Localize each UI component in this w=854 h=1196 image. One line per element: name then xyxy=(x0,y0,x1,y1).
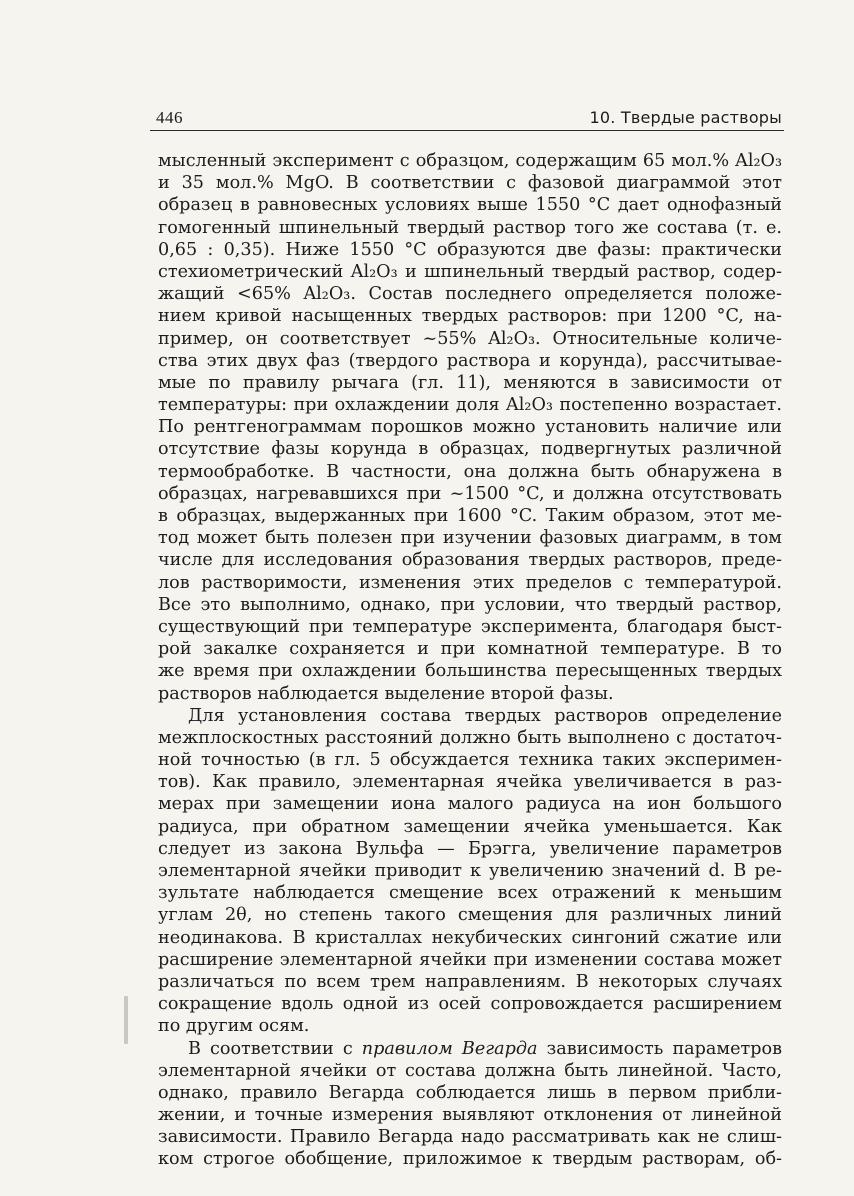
text-line: стехиометрический Al₂O₃ и шпинельный твердый раствор, содер- xyxy=(158,261,782,282)
text-line: ной точностью (в гл. 5 обсуждается техника таких эксперимен- xyxy=(158,750,782,771)
text-line: различаться по всем трем направлениям. В некоторых случаях xyxy=(158,971,782,992)
term-vegard-rule: правилом Вегарда xyxy=(361,1038,538,1059)
text-line: пример, он соответствует ~55% Al₂O₃. Относительные количе- xyxy=(158,328,782,349)
text-line: межплоскостных расстояний должно быть выполнено с достаточ- xyxy=(158,727,782,748)
text-line: Для установления состава твердых растворов определение xyxy=(188,705,782,726)
text-line: образцах, нагревавшихся при ~1500 °C, и должна отсутствовать xyxy=(158,483,782,504)
text-line: термообработке. В частности, она должна быть обнаружена в xyxy=(158,461,782,482)
text-run: В соответствии с xyxy=(188,1038,362,1059)
text-line: рой закалке сохраняется и при комнатной температуре. В то xyxy=(158,639,782,660)
text-line: растворов наблюдается выделение второй фазы. xyxy=(158,683,614,704)
text-line: расширение элементарной ячейки при изменении состава может xyxy=(158,949,782,970)
text-line: же время при охлаждении большинства пересыщенных твердых xyxy=(158,661,782,682)
paragraph-2 xyxy=(158,705,782,1038)
text-line: элементарной ячейки приводит к увеличению значений d. В ре- xyxy=(158,861,782,881)
text-line: и 35 мол.% MgO. В соответствии с фазовой диаграммой этот xyxy=(158,173,782,194)
body-text xyxy=(158,150,782,1171)
paragraph-3 xyxy=(158,1038,782,1171)
text-line: 0,65 : 0,35). Ниже 1550 °C образуются две фазы: практически xyxy=(158,239,782,260)
paragraph-1 xyxy=(158,150,782,705)
text-line: температуры: при охлаждении доля Al₂O₃ постепенно возрастает. xyxy=(158,395,782,416)
text-line: радиуса, при обратном замещении ячейка уменьшается. Как xyxy=(158,816,782,837)
text-line: образец в равновесных условиях выше 1550 °C дает однофазный xyxy=(158,195,782,216)
text-line: мые по правилу рычага (гл. 11), меняются в зависимости от xyxy=(158,372,782,393)
running-head: 10. Твердые растворы xyxy=(589,108,782,127)
text-line: углам 2θ, но степень такого смещения для различных линий xyxy=(158,905,782,926)
text-line: отсутствие фазы корунда в образцах, подвергнутых различной xyxy=(158,439,782,460)
text-line: следует из закона Вульфа — Брэгга, увеличение параметров xyxy=(158,838,782,859)
text-line: жащий <65% Al₂O₃. Состав последнего определяется положе- xyxy=(158,284,782,305)
text-line: нием кривой насыщенных твердых растворов: при 1200 °C, на- xyxy=(158,306,782,327)
text-line: по другим осям. xyxy=(158,1016,310,1037)
text-line: По рентгенограммам порошков можно установить наличие или xyxy=(158,417,782,438)
text-line: неодинакова. В кристаллах некубических сингоний сжатие или xyxy=(158,927,782,948)
page-number: 446 xyxy=(156,108,183,127)
text-line: тов). Как правило, элементарная ячейка увеличивается в раз- xyxy=(158,772,782,793)
text-line: сокращение вдоль одной из осей сопровождается расширением xyxy=(158,994,782,1015)
text-line: зависимости. Правило Вегарда надо рассматривать как не слиш- xyxy=(158,1127,782,1148)
text-line: Все это выполнимо, однако, при условии, что твердый раствор, xyxy=(158,594,782,615)
text-line: лов растворимости, изменения этих пределов с температурой. xyxy=(158,572,782,593)
text-line: жении, и точные измерения выявляют отклонения от линейной xyxy=(158,1105,782,1126)
text-line: тод может быть полезен при изучении фазовых диаграмм, в том xyxy=(158,528,782,549)
text-line: мерах при замещении иона малого радиуса на ион большого xyxy=(158,794,782,815)
text-run: зависимость параметров xyxy=(537,1038,783,1059)
text-line: гомогенный шпинельный твердый раствор того же состава (т. е. xyxy=(158,217,782,238)
text-line: зультате наблюдается смещение всех отражений к меньшим xyxy=(158,883,782,904)
text-line: ства этих двух фаз (твердого раствора и корунда), рассчитывае- xyxy=(158,350,782,371)
text-line: существующий при температуре эксперимента, благодаря быст- xyxy=(158,616,782,637)
text-line: в образцах, выдержанных при 1600 °C. Таким образом, этот ме- xyxy=(158,506,782,526)
page-header xyxy=(150,106,784,131)
margin-mark xyxy=(124,996,128,1044)
text-line: элементарной ячейки от состава должна быть линейной. Часто, xyxy=(158,1060,782,1081)
text-line: числе для исследования образования твердых растворов, преде- xyxy=(158,550,782,571)
text-line-first xyxy=(158,1038,782,1060)
text-line: ком строгое обобщение, приложимое к твердым растворам, об- xyxy=(158,1149,782,1170)
text-line: однако, правило Вегарда соблюдается лишь в первом прибли- xyxy=(158,1082,782,1103)
text-line: мысленный эксперимент с образцом, содержащим 65 мол.% Al₂O₃ xyxy=(158,151,782,171)
